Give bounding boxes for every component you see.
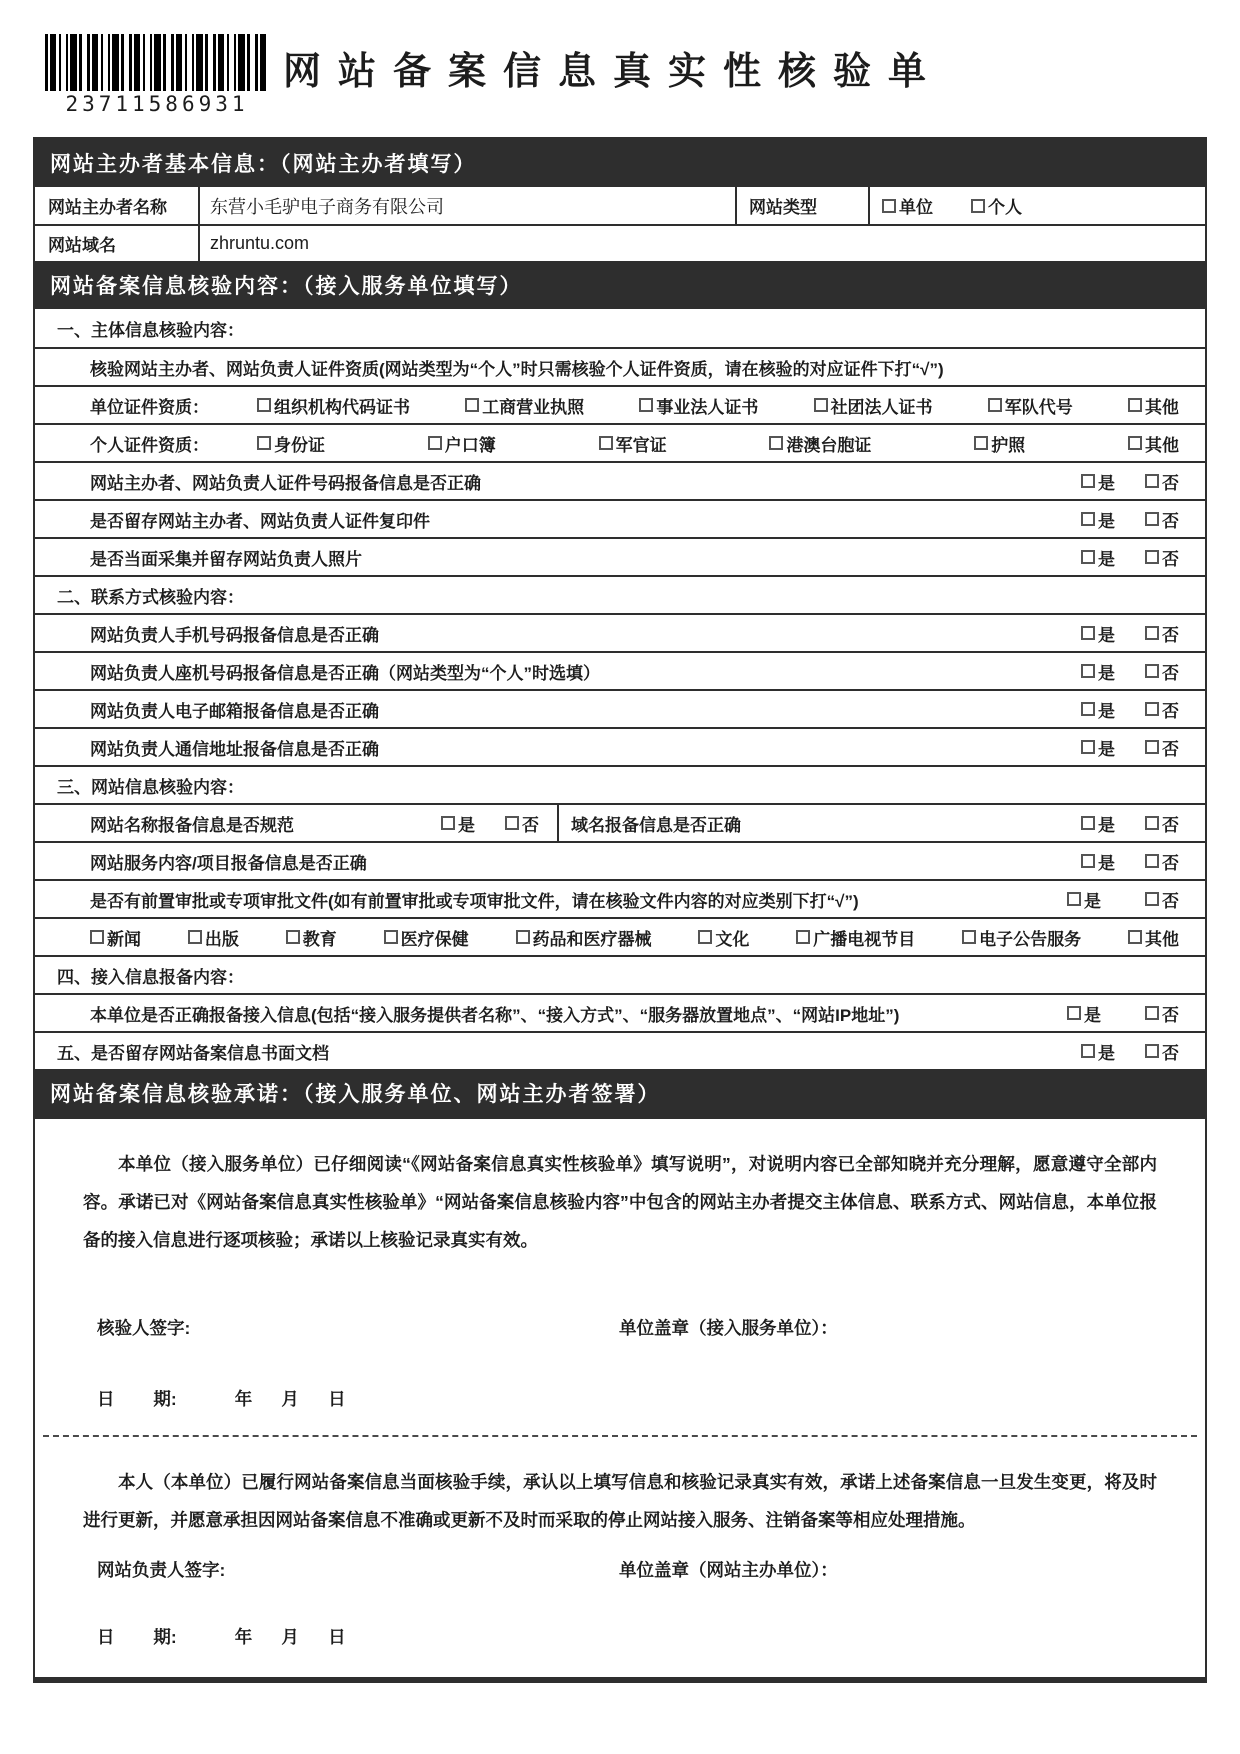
yes-label: 是: [1098, 1043, 1115, 1063]
isp-signature-row: [83, 1315, 1157, 1340]
row-unit-cert: [35, 385, 1205, 423]
yes-option[interactable]: [1081, 849, 1115, 874]
checkbox-icon: [1081, 550, 1095, 564]
row-approval-categories: [35, 917, 1205, 955]
access-question: 本单位是否正确报备接入信息(包括“接入服务提供者名称”、“接入方式”、“服务器放置地点”、“网站IP地址”): [90, 1005, 900, 1025]
no-label: 否: [1162, 549, 1179, 569]
domain-info-question-cell: [557, 805, 1205, 841]
organizer-signature-row: [83, 1557, 1157, 1582]
checkbox-icon: [1145, 702, 1159, 716]
category-option-publishing[interactable]: [188, 925, 239, 950]
personal-cert-option-household[interactable]: [428, 431, 496, 456]
no-option[interactable]: [1145, 887, 1179, 912]
checkbox-icon: [188, 930, 202, 944]
row-section-3-title: [35, 765, 1205, 803]
site-type-options: [868, 187, 1205, 224]
personal-cert-option-hmt[interactable]: [769, 431, 871, 456]
no-label: 否: [1162, 625, 1179, 645]
checkbox-icon: [1067, 1006, 1081, 1020]
pledge-paragraph-isp: 本单位（接入服务单位）已仔细阅读“《网站备案信息真实性核验单》填写说明”，对说明内容已全部知晓并充分理解，愿意遵守全部内容。承诺已对《网站备案信息真实性核验单》“网站备案信息核验内容”中包含的网站主办者提交主体信息、联系方式、网站信息，本单位报备的接入信息进行逐项核验；承诺以上核验记录真实有效。: [83, 1154, 1157, 1250]
site-type-option-unit[interactable]: [882, 193, 933, 218]
unit-cert-label: 单位证件资质：: [90, 397, 209, 417]
yes-label: 是: [1098, 549, 1115, 569]
yes-option[interactable]: [1081, 1039, 1115, 1064]
checkbox-icon: [465, 398, 479, 412]
no-label: 否: [1162, 511, 1179, 531]
no-option[interactable]: [1145, 507, 1179, 532]
checkbox-icon: [769, 436, 783, 450]
organizer-name-value[interactable]: 东营小毛驴电子商务有限公司: [198, 187, 735, 224]
personal-cert-option-officer[interactable]: [599, 431, 667, 456]
no-option[interactable]: [1145, 1001, 1179, 1026]
option-label: 军队代号: [1004, 397, 1073, 417]
personal-cert-options: [257, 431, 1205, 456]
checkbox-icon: [1145, 854, 1159, 868]
unit-cert-option-org-code[interactable]: [257, 393, 410, 418]
yes-label: 是: [1098, 815, 1115, 835]
option-label: 药品和医疗器械: [532, 929, 652, 949]
checkbox-icon: [1081, 816, 1095, 830]
photo-question: 是否当面采集并留存网站负责人照片: [90, 549, 362, 569]
unit-cert-options: [257, 393, 1205, 418]
yes-label: 是: [458, 815, 475, 835]
checkbox-icon: [428, 436, 442, 450]
checkbox-icon: [1145, 1006, 1159, 1020]
row-access-question: [35, 993, 1205, 1031]
row-photo-question: [35, 537, 1205, 575]
dashed-divider: [43, 1435, 1197, 1437]
no-label: 否: [1162, 891, 1179, 911]
category-option-pharma[interactable]: [516, 925, 652, 950]
yes-label: 是: [1098, 739, 1115, 759]
checkbox-icon: [90, 930, 104, 944]
option-label: 电子公告服务: [979, 929, 1082, 949]
yes-no-group: [1081, 621, 1205, 646]
yes-no-group: [441, 811, 557, 836]
checkbox-icon: [1145, 512, 1159, 526]
checkbox-icon: [1081, 474, 1095, 488]
checkbox-icon: [286, 930, 300, 944]
approval-question: 是否有前置审批或专项审批文件(如有前置审批或专项审批文件，请在核验文件内容的对应类别下打“√”): [90, 891, 859, 911]
section-header-basic: 网站主办者基本信息：（网站主办者填写）: [35, 139, 1205, 187]
checkbox-icon: [1145, 740, 1159, 754]
date-label: 日 期:: [97, 1389, 177, 1409]
row-section-4-title: [35, 955, 1205, 993]
service-question: 网站服务内容/项目报备信息是否正确: [90, 853, 367, 873]
section-header-verify: 网站备案信息核验内容：（接入服务单位填写）: [35, 261, 1205, 309]
checkbox-icon: [1081, 664, 1095, 678]
category-option-news[interactable]: [90, 925, 141, 950]
pledge-section: [35, 1117, 1205, 1677]
option-label: 军官证: [615, 435, 667, 455]
checkbox-icon: [1145, 892, 1159, 906]
option-label: 广播电视节目: [813, 929, 916, 949]
row-section-1-title: [35, 309, 1205, 347]
checkbox-icon: [962, 930, 976, 944]
pledge-paragraph-organizer: 本人（本单位）已履行网站备案信息当面核验手续，承认以上填写信息和核验记录真实有效，承诺上述备案信息一旦发生变更，将及时进行更新，并愿意承担因网站备案信息不准确或更新不及时而采取的停止网站接入服务、注销备案等相应处理措施。: [83, 1472, 1157, 1530]
isp-seal-label: 单位盖章（接入服务单位）：: [619, 1318, 838, 1338]
cert-number-question: 网站主办者、网站负责人证件号码报备信息是否正确: [90, 473, 481, 493]
yes-no-group: [1067, 1001, 1205, 1026]
personal-cert-option-id-card[interactable]: [257, 431, 325, 456]
row-address-question: [35, 727, 1205, 765]
address-question: 网站负责人通信地址报备信息是否正确: [90, 739, 379, 759]
row-site-domain: [35, 224, 1205, 261]
barcode-image: [45, 34, 267, 91]
no-label: 否: [1162, 701, 1179, 721]
yes-label: 是: [1098, 625, 1115, 645]
no-label: 否: [1162, 853, 1179, 873]
checkbox-icon: [971, 199, 985, 213]
checkbox-icon: [257, 398, 271, 412]
personal-cert-option-other[interactable]: [1128, 431, 1179, 456]
checkbox-icon: [988, 398, 1002, 412]
row-cert-number-question: [35, 461, 1205, 499]
no-label: 否: [1162, 815, 1179, 835]
yes-no-group: [1081, 735, 1205, 760]
unit-cert-option-other[interactable]: [1128, 393, 1179, 418]
date-ymd-label: 年 月 日: [234, 1627, 346, 1647]
no-label: 否: [1162, 739, 1179, 759]
checkbox-icon: [1128, 436, 1142, 450]
checkbox-icon: [1128, 398, 1142, 412]
checkbox-icon: [599, 436, 613, 450]
checkbox-icon: [1081, 626, 1095, 640]
row-personal-cert: [35, 423, 1205, 461]
checkbox-icon: [1145, 550, 1159, 564]
row-section-2-title: [35, 575, 1205, 613]
option-label: 文化: [715, 929, 750, 949]
checkbox-icon: [796, 930, 810, 944]
section-5-title: 五、是否留存网站备案信息书面文档: [57, 1043, 329, 1063]
landline-question: 网站负责人座机号码报备信息是否正确（网站类型为“个人”时选填）: [90, 663, 600, 683]
checkbox-icon: [1145, 474, 1159, 488]
yes-label: 是: [1098, 663, 1115, 683]
no-label: 否: [1162, 1005, 1179, 1025]
domain-info-question: 域名报备信息是否正确: [571, 815, 741, 835]
checkbox-icon: [505, 816, 519, 830]
no-option[interactable]: [1145, 735, 1179, 760]
yes-option[interactable]: [1081, 735, 1115, 760]
category-option-culture[interactable]: [698, 925, 749, 950]
barcode-number: 23711586931: [65, 92, 249, 116]
checkbox-icon: [1081, 702, 1095, 716]
yes-no-group: [1081, 1039, 1205, 1064]
no-option[interactable]: [1145, 659, 1179, 684]
personal-cert-option-passport[interactable]: [974, 431, 1025, 456]
section-1-note: 核验网站主办者、网站负责人证件资质(网站类型为“个人”时只需核验个人证件资质，请在核验的对应证件下打“√”): [90, 359, 944, 379]
option-label: 其他: [1144, 397, 1179, 417]
checkbox-icon: [1145, 626, 1159, 640]
site-name-question: 网站名称报备信息是否规范: [90, 815, 294, 835]
option-label: 护照: [991, 435, 1026, 455]
option-label: 个人: [988, 198, 1022, 217]
yes-label: 是: [1098, 853, 1115, 873]
row-organizer-name: [35, 187, 1205, 224]
row-landline-question: [35, 651, 1205, 689]
site-domain-label: 网站域名: [48, 236, 116, 255]
yes-no-group: [1081, 659, 1205, 684]
site-manager-signature-label: 网站负责人签字:: [97, 1560, 226, 1580]
checkbox-icon: [974, 436, 988, 450]
checkbox-icon: [257, 436, 271, 450]
yes-option[interactable]: [1067, 1001, 1101, 1026]
yes-no-group: [1081, 811, 1205, 836]
no-label: 否: [522, 815, 539, 835]
option-label: 社团法人证书: [830, 397, 933, 417]
option-label: 新闻: [107, 929, 141, 949]
option-label: 事业法人证书: [656, 397, 759, 417]
section-header-pledge: 网站备案信息核验承诺：（接入服务单位、网站主办者签署）: [35, 1069, 1205, 1117]
option-label: 身份证: [274, 435, 325, 455]
no-option[interactable]: [1145, 811, 1179, 836]
category-option-education[interactable]: [286, 925, 337, 950]
section-4-title: 四、接入信息报备内容：: [57, 967, 244, 987]
yes-option[interactable]: [1081, 697, 1115, 722]
yes-option[interactable]: [1081, 811, 1115, 836]
yes-option[interactable]: [441, 811, 475, 836]
checkbox-icon: [1128, 930, 1142, 944]
no-option[interactable]: [1145, 697, 1179, 722]
row-email-question: [35, 689, 1205, 727]
option-label: 其他: [1145, 929, 1179, 949]
no-option[interactable]: [1145, 1039, 1179, 1064]
no-option[interactable]: [505, 811, 539, 836]
option-label: 组织机构代码证书: [274, 397, 410, 417]
yes-label: 是: [1098, 473, 1115, 493]
form-table: [33, 137, 1207, 1683]
unit-cert-option-military[interactable]: [988, 393, 1073, 418]
option-label: 出版: [204, 929, 239, 949]
yes-no-group: [1081, 697, 1205, 722]
organizer-name-label: 网站主办者名称: [48, 198, 167, 217]
option-label: 港澳台胞证: [786, 435, 872, 455]
no-option[interactable]: [1145, 849, 1179, 874]
no-option[interactable]: [1145, 469, 1179, 494]
row-section-1-note: [35, 347, 1205, 385]
yes-label: 是: [1084, 1005, 1101, 1025]
checkbox-icon: [1145, 816, 1159, 830]
row-site-name-and-domain: [35, 803, 1205, 841]
option-label: 教育: [302, 929, 337, 949]
verifier-signature-label: 核验人签字:: [97, 1318, 191, 1338]
yes-option[interactable]: [1081, 469, 1115, 494]
category-option-other[interactable]: [1128, 925, 1179, 950]
email-question: 网站负责人电子邮箱报备信息是否正确: [90, 701, 379, 721]
site-name-question-cell: [35, 805, 557, 841]
section-1-title: 一、主体信息核验内容：: [57, 320, 244, 340]
no-label: 否: [1162, 663, 1179, 683]
no-label: 否: [1162, 1043, 1179, 1063]
no-option[interactable]: [1145, 621, 1179, 646]
option-label: 户口簿: [444, 435, 496, 455]
date-ymd-label: 年 月 日: [234, 1389, 346, 1409]
yes-no-group: [1081, 507, 1205, 532]
personal-cert-label: 个人证件资质：: [90, 435, 209, 455]
yes-no-group: [1081, 849, 1205, 874]
unit-cert-option-business-license[interactable]: [465, 393, 584, 418]
checkbox-icon: [639, 398, 653, 412]
no-option[interactable]: [1145, 545, 1179, 570]
organizer-seal-label: 单位盖章（网站主办单位）：: [619, 1560, 838, 1580]
isp-date-row: [83, 1386, 1157, 1411]
date-label: 日 期:: [97, 1627, 177, 1647]
checkbox-icon: [1081, 1044, 1095, 1058]
checkbox-icon: [1067, 892, 1081, 906]
form-header: [0, 0, 1240, 116]
site-domain-value[interactable]: zhruntu.com: [198, 226, 1205, 261]
unit-cert-option-institution[interactable]: [639, 393, 758, 418]
checkbox-icon: [441, 816, 455, 830]
section-3-title: 三、网站信息核验内容：: [57, 777, 244, 797]
row-service-question: [35, 841, 1205, 879]
cert-copy-question: 是否留存网站主办者、网站负责人证件复印件: [90, 511, 430, 531]
row-mobile-question: [35, 613, 1205, 651]
site-type-label: 网站类型: [735, 187, 868, 224]
yes-no-group: [1081, 469, 1205, 494]
row-cert-copy-question: [35, 499, 1205, 537]
checkbox-icon: [698, 930, 712, 944]
yes-option[interactable]: [1081, 507, 1115, 532]
yes-option[interactable]: [1067, 887, 1101, 912]
yes-label: 是: [1098, 701, 1115, 721]
page-title: 网站备案信息真实性核验单: [283, 51, 944, 93]
checkbox-icon: [1145, 1044, 1159, 1058]
yes-label: 是: [1084, 891, 1101, 911]
yes-no-group: [1067, 887, 1205, 912]
yes-label: 是: [1098, 511, 1115, 531]
site-type-option-personal[interactable]: [971, 193, 1022, 218]
checkbox-icon: [384, 930, 398, 944]
no-label: 否: [1162, 473, 1179, 493]
checkbox-icon: [1081, 854, 1095, 868]
yes-option[interactable]: [1081, 659, 1115, 684]
checkbox-icon: [1081, 740, 1095, 754]
checkbox-icon: [882, 199, 896, 213]
checkbox-icon: [1081, 512, 1095, 526]
row-approval-question: [35, 879, 1205, 917]
option-label: 其他: [1144, 435, 1179, 455]
option-label: 医疗保健: [400, 929, 469, 949]
mobile-question: 网站负责人手机号码报备信息是否正确: [90, 625, 379, 645]
category-option-bbs[interactable]: [962, 925, 1081, 950]
yes-option[interactable]: [1081, 621, 1115, 646]
section-2-title: 二、联系方式核验内容：: [57, 587, 244, 607]
yes-option[interactable]: [1081, 545, 1115, 570]
option-label: 单位: [899, 198, 933, 217]
checkbox-icon: [516, 930, 530, 944]
category-option-healthcare[interactable]: [384, 925, 469, 950]
checkbox-icon: [814, 398, 828, 412]
barcode-block: [45, 34, 269, 116]
organizer-date-row: [83, 1624, 1157, 1649]
unit-cert-option-association[interactable]: [814, 393, 933, 418]
category-option-broadcast[interactable]: [796, 925, 915, 950]
checkbox-icon: [1145, 664, 1159, 678]
row-section-5-title: [35, 1031, 1205, 1069]
option-label: 工商营业执照: [482, 397, 585, 417]
yes-no-group: [1081, 545, 1205, 570]
